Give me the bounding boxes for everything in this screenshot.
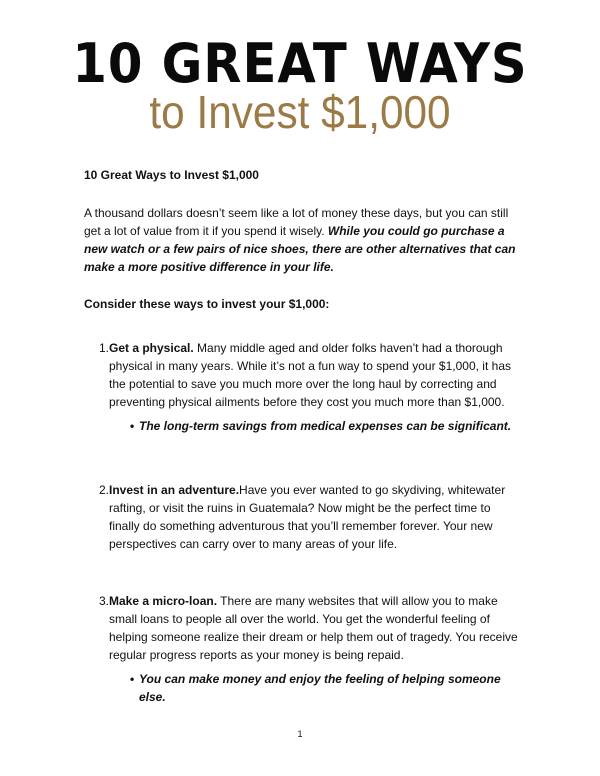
list-item	[84, 592, 524, 706]
item-heading: Make a micro-loan.	[109, 594, 218, 608]
article-body	[84, 166, 524, 752]
item-number: 3.	[98, 594, 109, 608]
tip-text: You can make money and enjoy the feeling of helping someone else.	[139, 672, 501, 704]
item-number: 2.	[98, 483, 109, 497]
list-item	[84, 481, 524, 553]
ways-list	[84, 339, 524, 706]
item-heading: Invest in an adventure.	[109, 483, 240, 497]
bullet-icon: •	[130, 419, 135, 433]
tip-list	[109, 417, 524, 435]
item-text: There are many websites that will allow you to make small loans to people all over the world. You get the wonderful feeling of helping someone realize their dream or help them out of tragedy. You receive regular progress reports as your money is being repaid.	[109, 594, 518, 662]
page-number: 1	[297, 729, 303, 739]
intro-paragraph	[84, 204, 524, 276]
item-number: 1.	[98, 341, 109, 355]
tip-item	[109, 417, 524, 435]
bullet-icon: •	[130, 672, 135, 686]
tip-list	[109, 670, 524, 706]
tip-item	[109, 670, 524, 706]
intro-text: A thousand dollars doesn’t seem like a lot of money these days, but you can still get a lot of value from it if you spend it wisely.	[84, 206, 509, 238]
item-text: Many middle aged and older folks haven’t had a thorough physical in many years. While it’s not a fun way to spend your $1,000, it has the potential to save you much more over the long haul by correcting and preventing physical ailments before they cost you much more than $1,000.	[109, 341, 511, 409]
item-heading: Get a physical.	[109, 341, 194, 355]
tip-text: The long-term savings from medical expenses can be significant.	[139, 419, 512, 433]
headline: 10 GREAT WAYS	[72, 32, 528, 95]
intro-emphasis: While you could go purchase a new watch or a few pairs of nice shoes, there are other alternatives that can make a more positive difference in your life.	[84, 224, 516, 274]
subheadline: to Invest $1,000	[149, 86, 451, 138]
item-text: Have you ever wanted to go skydiving, whitewater rafting, or visit the ruins in Guatemala? Now might be the perfect time to finally do something adventurous that you’ll remember forever. Your new perspectives can carry over to many areas of your life.	[109, 483, 506, 551]
document-title: 10 Great Ways to Invest $1,000	[84, 168, 259, 182]
consider-heading: Consider these ways to invest your $1,000:	[84, 297, 330, 311]
list-item	[84, 339, 524, 435]
